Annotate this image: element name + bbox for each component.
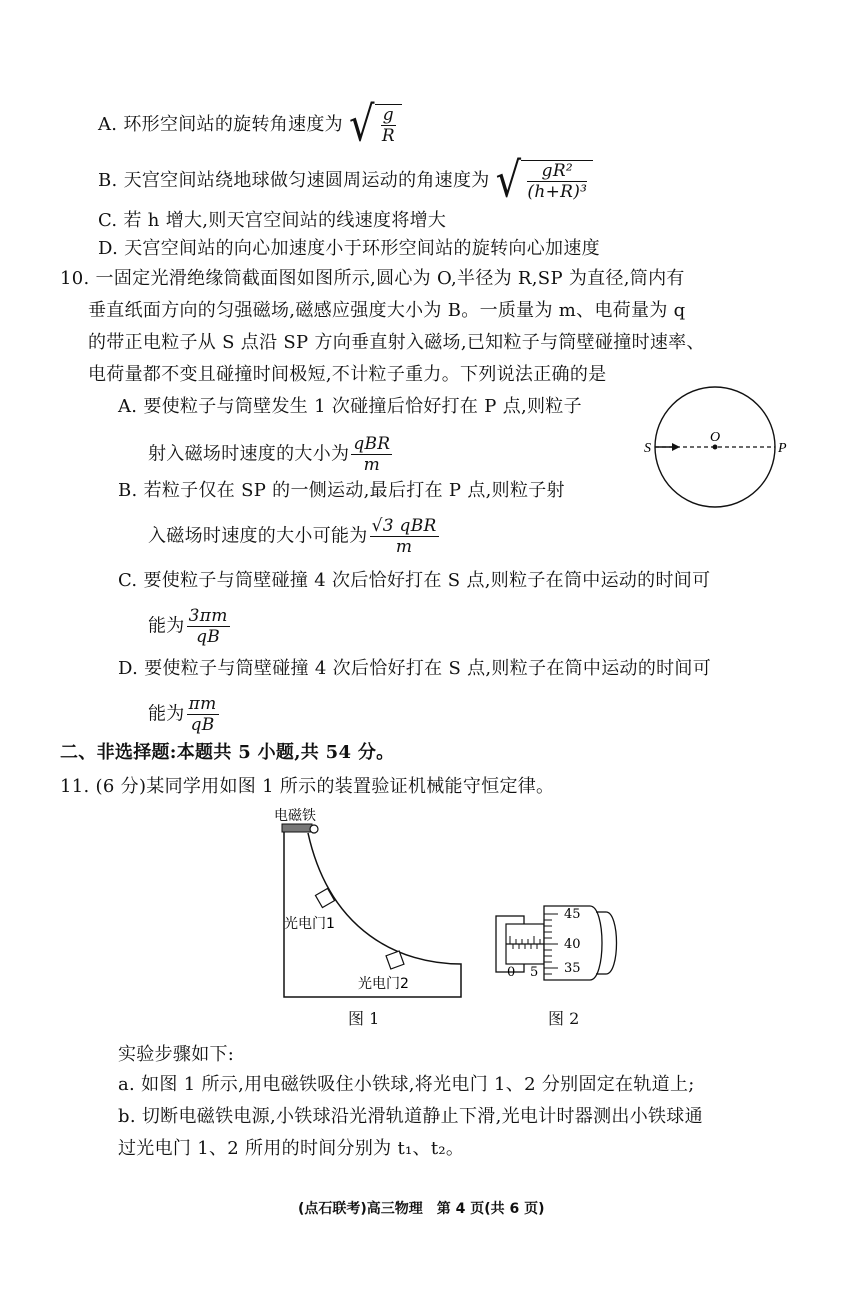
thimble-45: 45 <box>564 907 581 922</box>
arrow-icon <box>672 443 680 451</box>
main-scale-5: 5 <box>530 965 539 980</box>
gate1-label: 光电门1 <box>284 916 335 932</box>
track-outline <box>284 832 461 997</box>
q10-option-d-line1: D. 要使粒子与筒壁碰撞 4 次后恰好打在 S 点,则粒子在筒中运动的时间可 <box>118 658 712 679</box>
q10-option-b-line1: B. 若粒子仅在 SP 的一侧运动,最后打在 P 点,则粒子射 <box>118 480 565 501</box>
label-o: O <box>710 430 721 445</box>
figure-2-micrometer <box>494 902 624 984</box>
sqrt-expression: √ $\frac{g}{R}$ <box>349 104 402 146</box>
photogate-1 <box>315 888 334 907</box>
iron-ball <box>310 825 318 833</box>
q10-stem-1: 10. 一固定光滑绝缘筒截面图如图所示,圆心为 O,半径为 R,SP 为直径,筒内有 <box>60 268 685 289</box>
magnet-label: 电磁铁 <box>274 808 316 824</box>
q10-option-c-line1: C. 要使粒子与筒壁碰撞 4 次后恰好打在 S 点,则粒子在筒中运动的时间可 <box>118 570 711 591</box>
main-scale-0: 0 <box>507 965 516 980</box>
q9-option-b: B. 天宫空间站绕地球做匀速圆周运动的角速度为 √ $\frac{\text{gR²}}{\text{(h+R)³}}$ <box>98 160 593 202</box>
step-b-line1: b. 切断电磁铁电源,小铁球沿光滑轨道静止下滑,光电计时器测出小铁球通 <box>118 1106 703 1127</box>
q10-option-c-line2: 能为 $\frac{3\pi m}{qB}$ <box>148 606 228 647</box>
q10-stem-2: 垂直纸面方向的匀强磁场,磁感应强度大小为 B。一质量为 m、电荷量为 q <box>88 300 686 321</box>
figure-2-caption: 图 2 <box>548 1009 580 1028</box>
q10-stem-4: 电荷量都不变且碰撞时间极短,不计粒子重力。下列说法正确的是 <box>88 364 607 385</box>
figure-1-track <box>270 802 470 1002</box>
gate2-label: 光电门2 <box>358 976 409 992</box>
q9-option-a: A. 环形空间站的旋转角速度为 √ $\frac{g}{R}$ <box>98 104 402 146</box>
step-b-line2: 过光电门 1、2 所用的时间分别为 t₁、t₂。 <box>118 1138 465 1159</box>
center-point <box>713 445 718 450</box>
q9-option-c: C. 若 h 增大,则天宫空间站的线速度将增大 <box>98 210 447 231</box>
q10-option-a-line1: A. 要使粒子与筒壁发生 1 次碰撞后恰好打在 P 点,则粒子 <box>118 396 582 417</box>
q10-stem-3: 的带正电粒子从 S 点沿 SP 方向垂直射入磁场,已知粒子与筒壁碰撞时速率、 <box>88 332 705 353</box>
label-s: S <box>644 441 651 456</box>
thimble-40: 40 <box>564 937 581 952</box>
sqrt-expression: √ $\frac{\text{gR²}}{\text{(h+R)³}}$ <box>496 160 594 202</box>
q9-option-d: D. 天宫空间站的向心加速度小于环形空间站的旋转向心加速度 <box>98 238 600 259</box>
page-footer: (点石联考)高三物理 第 4 页(共 6 页) <box>298 1201 545 1217</box>
cylinder-cross-section-figure <box>640 382 790 512</box>
electromagnet <box>282 824 312 832</box>
figure-1-caption: 图 1 <box>348 1009 380 1028</box>
q10-option-a-line2: 射入磁场时速度的大小为 $\frac{\text{qBR}}{m}$ <box>148 434 391 475</box>
section-heading: 二、非选择题:本题共 5 小题,共 54 分。 <box>60 742 395 763</box>
step-a: a. 如图 1 所示,用电磁铁吸住小铁球,将光电门 1、2 分别固定在轨道上; <box>118 1074 695 1095</box>
q11-stem: 11. (6 分)某同学用如图 1 所示的装置验证机械能守恒定律。 <box>60 776 555 797</box>
q10-option-b-line2: 入磁场时速度的大小可能为 $\frac{\text{√3 qBR}}{m}$ <box>148 516 437 557</box>
q10-option-d-line2: 能为 $\frac{\pi m}{qB}$ <box>148 694 217 735</box>
label-p: P <box>778 441 787 456</box>
steps-title: 实验步骤如下: <box>118 1044 235 1065</box>
thimble-35: 35 <box>564 961 581 976</box>
